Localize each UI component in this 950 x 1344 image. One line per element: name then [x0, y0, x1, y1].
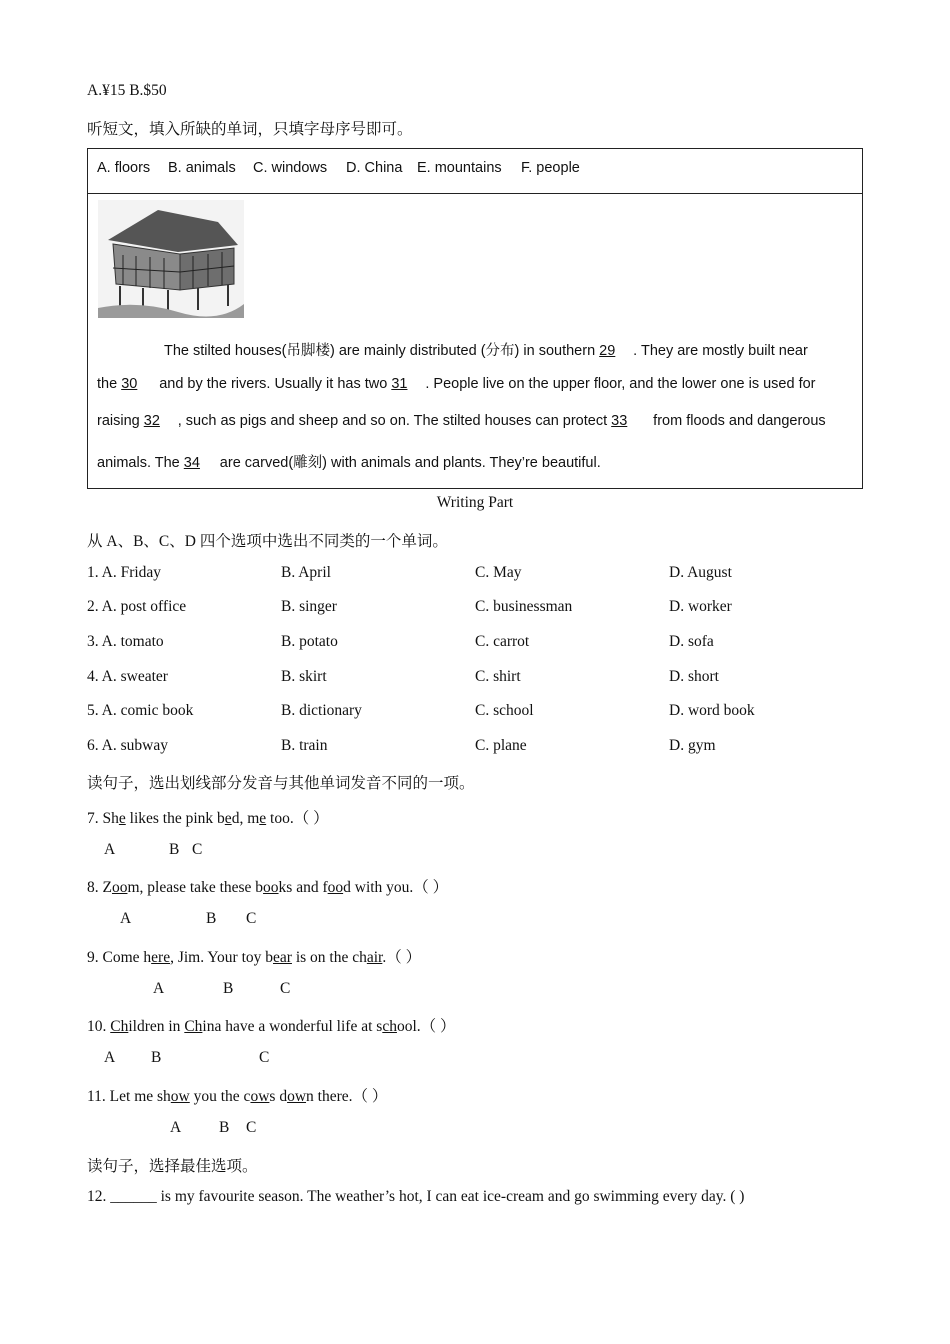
odd-option: C. plane — [475, 737, 527, 754]
choice-instruction: 读句子，选择最佳选项。 — [87, 1158, 258, 1175]
question-7: 7. She likes the pink bed, me too.（ ） — [87, 810, 329, 827]
odd-option: B. singer — [281, 598, 337, 615]
passage-text: animals. The — [97, 455, 184, 471]
odd-option: C. shirt — [475, 668, 521, 685]
label-a: A — [153, 980, 165, 997]
passage-text: the — [97, 376, 122, 392]
underlined-sound: ch — [382, 1018, 397, 1035]
underlined-sound: e — [259, 810, 267, 827]
label-c: C — [259, 1049, 270, 1066]
underlined-sound: oo — [263, 879, 279, 896]
passage-line — [97, 451, 855, 472]
label-b: B — [223, 980, 234, 997]
odd-option: D. sofa — [669, 633, 714, 650]
underlined-sound: ear — [273, 949, 292, 966]
word-bank-option: A. floors — [97, 160, 151, 176]
passage-line — [97, 413, 855, 429]
blank-33: 33 — [611, 413, 628, 429]
odd-option: D. worker — [669, 598, 732, 615]
odd-option: C. school — [475, 702, 534, 719]
word-bank-box — [87, 148, 863, 194]
underlined-sound: ere — [151, 949, 171, 966]
underlined-sound: ow — [170, 1088, 190, 1105]
label-a: A — [120, 910, 132, 927]
odd-option: 1. A. Friday — [87, 564, 162, 581]
passage-text: . They are mostly built near — [633, 343, 808, 359]
passage-text: and by the rivers. Usually it has two — [155, 376, 392, 392]
word-bank-option: E. mountains — [417, 160, 502, 176]
odd-option: 5. A. comic book — [87, 702, 194, 719]
underlined-sound: oo — [327, 879, 344, 896]
odd-option: D. word book — [669, 702, 755, 719]
underlined-sound: oo — [111, 879, 128, 896]
underlined-sound: e — [118, 810, 126, 827]
underlined-sound: Ch — [184, 1018, 203, 1035]
passage-text: raising — [97, 413, 144, 429]
odd-option: 6. A. subway — [87, 737, 168, 754]
underlined-sound: ow — [287, 1088, 307, 1105]
underlined-sound: e — [224, 810, 232, 827]
passage-text: , such as pigs and sheep and so on. The stilted houses can protect — [177, 413, 612, 429]
prev-answer-options: A.¥15 B.$50 — [87, 82, 167, 99]
word-bank-option: F. people — [521, 160, 580, 176]
underlined-sound: ow — [250, 1088, 270, 1105]
odd-option: B. potato — [281, 633, 338, 650]
blank-32: 32 — [143, 413, 160, 429]
word-bank-option: B. animals — [168, 160, 236, 176]
question-11: 11. Let me show you the cows down there.（ ） — [87, 1088, 388, 1105]
odd-option: B. April — [281, 564, 331, 581]
odd-option: D. gym — [669, 737, 716, 754]
blank-34: 34 — [183, 455, 200, 471]
label-c: C — [192, 841, 203, 858]
listening-instruction: 听短文，填入所缺的单词，只填字母序号即可。 — [87, 121, 413, 138]
stilted-house-image — [98, 200, 244, 318]
question-8: 8. Zoom, please take these books and food with you.（ ） — [87, 879, 449, 896]
odd-option: 2. A. post office — [87, 598, 187, 615]
odd-option: C. carrot — [475, 633, 530, 650]
phonetics-instruction: 读句子，选出划线部分发音与其他单词发音不同的一项。 — [87, 775, 475, 792]
odd-option: D. short — [669, 668, 719, 685]
odd-one-out-instruction: 从 A、B、C、D 四个选项中选出不同类的一个单词。 — [87, 533, 448, 550]
passage-line — [97, 339, 855, 360]
passage-line — [97, 376, 855, 392]
passage-text: . People live on the upper floor, and the lower one is used for — [421, 376, 816, 392]
label-c: C — [280, 980, 291, 997]
passage-text: from floods and dangerous — [649, 413, 826, 429]
label-a: A — [170, 1119, 182, 1136]
odd-option: C. businessman — [475, 598, 573, 615]
label-b: B — [219, 1119, 230, 1136]
underlined-sound: Ch — [110, 1018, 129, 1035]
odd-option: 4. A. sweater — [87, 668, 168, 685]
passage-text: are carved(雕刻) with animals and plants. They’re beautiful. — [215, 455, 601, 471]
underlined-sound: air — [366, 949, 383, 966]
word-bank-option: D. China — [346, 160, 403, 176]
blank-29: 29 — [599, 343, 616, 359]
question-10: 10. Children in China have a wonderful life at school.（ ） — [87, 1018, 456, 1035]
odd-option: B. dictionary — [281, 702, 362, 719]
label-c: C — [246, 1119, 257, 1136]
odd-option: C. May — [475, 564, 522, 581]
label-b: B — [206, 910, 217, 927]
passage-text: The stilted houses(吊脚楼) are mainly distributed (分布) in southern — [164, 343, 600, 359]
label-b: B — [169, 841, 180, 858]
question-12: 12. ______ is my favourite season. The weather’s hot, I can eat ice-cream and go swimming every day. ( ) — [87, 1188, 745, 1205]
label-a: A — [104, 1049, 116, 1066]
label-b: B — [151, 1049, 162, 1066]
label-c: C — [246, 910, 257, 927]
blank-30: 30 — [121, 376, 138, 392]
writing-part-title: Writing Part — [436, 494, 514, 511]
blank-31: 31 — [391, 376, 408, 392]
word-bank-option: C. windows — [253, 160, 328, 176]
odd-option: D. August — [669, 564, 732, 581]
question-9: 9. Come here, Jim. Your toy bear is on the chair.（ ） — [87, 949, 422, 966]
odd-option: B. train — [281, 737, 328, 754]
odd-option: 3. A. tomato — [87, 633, 164, 650]
label-a: A — [104, 841, 116, 858]
odd-option: B. skirt — [281, 668, 327, 685]
passage-box — [87, 194, 863, 489]
